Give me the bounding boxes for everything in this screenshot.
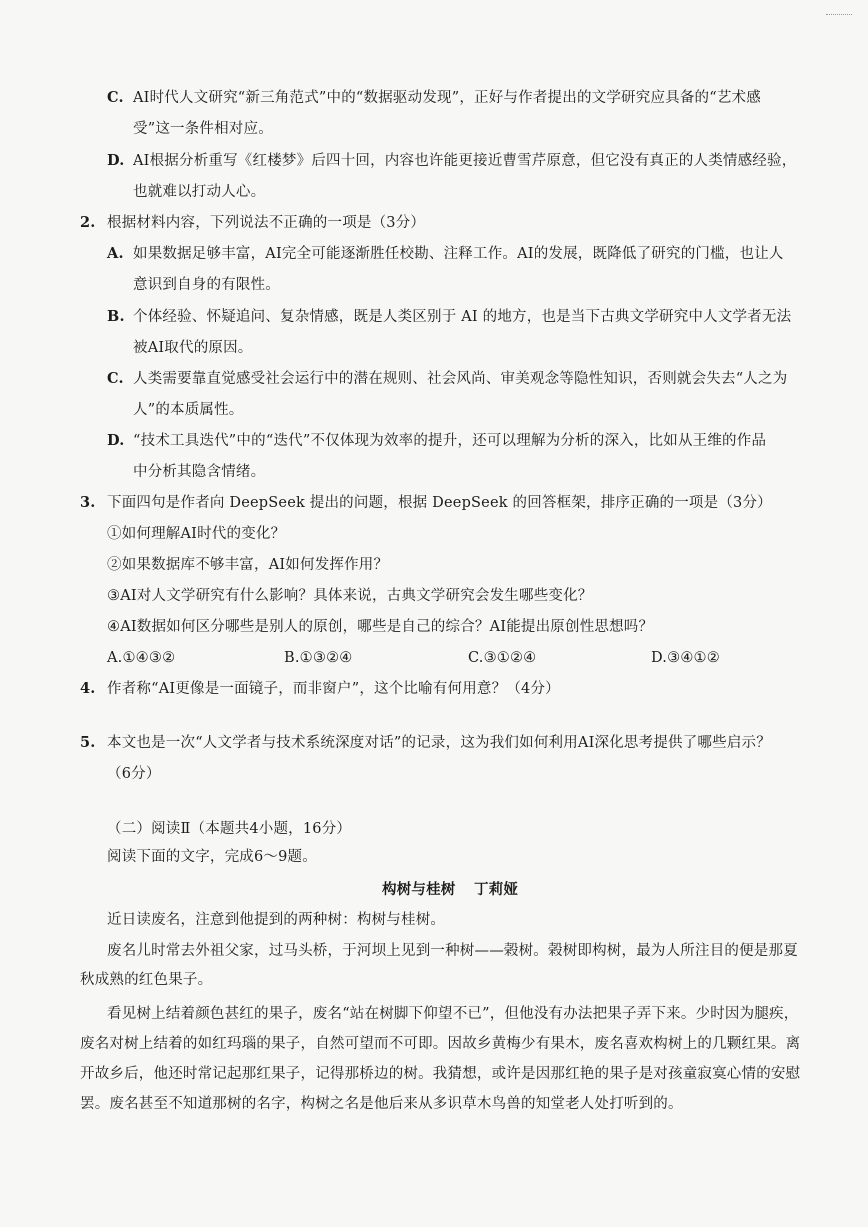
q2-option-d-line1: “技术工具迭代”中的“迭代”不仅体现为效率的提升，还可以理解为分析的深入，比如从王维的作品 — [133, 433, 767, 449]
q2-option-b-line1: 个体经验、怀疑追问、复杂情感，既是人类区别于 AI 的地方，也是当下古典文学研究中人文学者无法 — [133, 309, 792, 325]
passage-line: 罢。废名甚至不知道那树的名字，构树之名是他后来从多识草木鸟兽的知堂老人处打听到的。 — [80, 1096, 683, 1112]
passage-line: 开故乡后，他还时常记起那红果子，记得那桥边的树。我猜想，或许是因那红艳的果子是对孩童寂寞心情的安慰 — [80, 1066, 801, 1082]
q2-option-d-label: D. — [107, 432, 125, 449]
passage-author: 丁莉娅 — [474, 881, 519, 898]
q2-option-d-line2: 中分析其隐含情绪。 — [133, 464, 266, 480]
q5-line2: （6分） — [107, 766, 161, 782]
q1-option-d-line1: AI根据分析重写《红楼梦》后四十回，内容也许能更接近曹雪芹原意，但它没有真正的人类情感经验， — [133, 153, 797, 169]
q2-option-a-line2: 意识到自身的有限性。 — [133, 277, 280, 293]
q2-option-c-line1: 人类需要靠直觉感受社会运行中的潜在规则、社会风尚、审美观念等隐性知识，否则就会失去“人之为 — [133, 371, 788, 387]
q2-stem: 根据材料内容，下列说法不正确的一项是（3分） — [107, 215, 426, 231]
q2-option-a-label: A. — [107, 245, 124, 262]
q2-number: 2. — [80, 214, 96, 231]
q3-number: 3. — [80, 494, 96, 511]
passage-line: 看见树上结着颜色甚红的果子，废名“站在树脚下仰望不已”，但他没有办法把果子弄下来。少时因为腿疾， — [107, 1006, 799, 1022]
q2-option-b-label: B. — [107, 308, 125, 325]
passage-line: 废名对树上结着的如红玛瑙的果子，自然可望而不可即。因故乡黄梅少有果木，废名喜欢构树上的几颗红果。离 — [80, 1036, 801, 1052]
q3-choice-b: B.①③②④ — [284, 650, 353, 666]
section-heading: （二）阅读Ⅱ（本题共4小题，16分） — [107, 821, 352, 837]
passage-line: 近日读废名，注意到他提到的两种树：构树与桂树。 — [107, 912, 446, 928]
section-instruction: 阅读下面的文字，完成6～9题。 — [107, 849, 317, 865]
q1-option-d-label: D. — [107, 152, 125, 169]
q5-number: 5. — [80, 734, 96, 751]
passage-line: 秋成熟的红色果子。 — [80, 972, 213, 988]
passage-line: 废名儿时常去外祖父家，过马头桥，于河坝上见到一种树——榖树。榖树即构树，最为人所注目的便是那夏 — [107, 943, 798, 959]
q3-item: ②如果数据库不够丰富，AI如何发挥作用？ — [107, 557, 389, 573]
q1-option-c-label: C. — [107, 89, 124, 106]
q3-stem: 下面四句是作者向 DeepSeek 提出的问题，根据 DeepSeek 的回答框架，排序正确的一项是（3分） — [107, 495, 772, 511]
q3-item: ④AI数据如何区分哪些是别人的原创，哪些是自己的综合？AI能提出原创性思想吗？ — [107, 619, 654, 635]
q4-stem: 作者称“AI更像是一面镜子，而非窗户”，这个比喻有何用意？（4分） — [107, 681, 560, 697]
q1-option-c-line1: AI时代人文研究“新三角范式”中的“数据驱动发现”，正好与作者提出的文学研究应具备的“艺术感 — [133, 90, 761, 106]
scan-mark — [826, 14, 852, 17]
q2-option-a-line1: 如果数据足够丰富，AI完全可能逐渐胜任校勘、注释工作。AI的发展，既降低了研究的门槛，也让人 — [133, 246, 784, 262]
q3-item: ③AI对人文学研究有什么影响？具体来说，古典文学研究会发生哪些变化？ — [107, 588, 593, 604]
passage-title: 构树与桂树 — [382, 881, 456, 898]
q1-option-c-line2: 受”这一条件相对应。 — [133, 121, 273, 137]
q3-choice-c: C.③①②④ — [468, 650, 537, 666]
q2-option-c-label: C. — [107, 370, 124, 387]
q2-option-c-line2: 人”的本质属性。 — [133, 402, 244, 418]
q2-option-b-line2: 被AI取代的原因。 — [133, 340, 253, 356]
q1-option-d-line2: 也就难以打动人心。 — [133, 184, 266, 200]
q4-number: 4. — [80, 680, 96, 697]
q5-line1: 本文也是一次“人文学者与技术系统深度对话”的记录，这为我们如何利用AI深化思考提供了哪些启示？ — [107, 735, 771, 751]
q3-choice-d: D.③④①② — [651, 650, 720, 666]
q3-item: ①如何理解AI时代的变化？ — [107, 526, 286, 542]
q3-choice-a: A.①④③② — [107, 650, 176, 666]
